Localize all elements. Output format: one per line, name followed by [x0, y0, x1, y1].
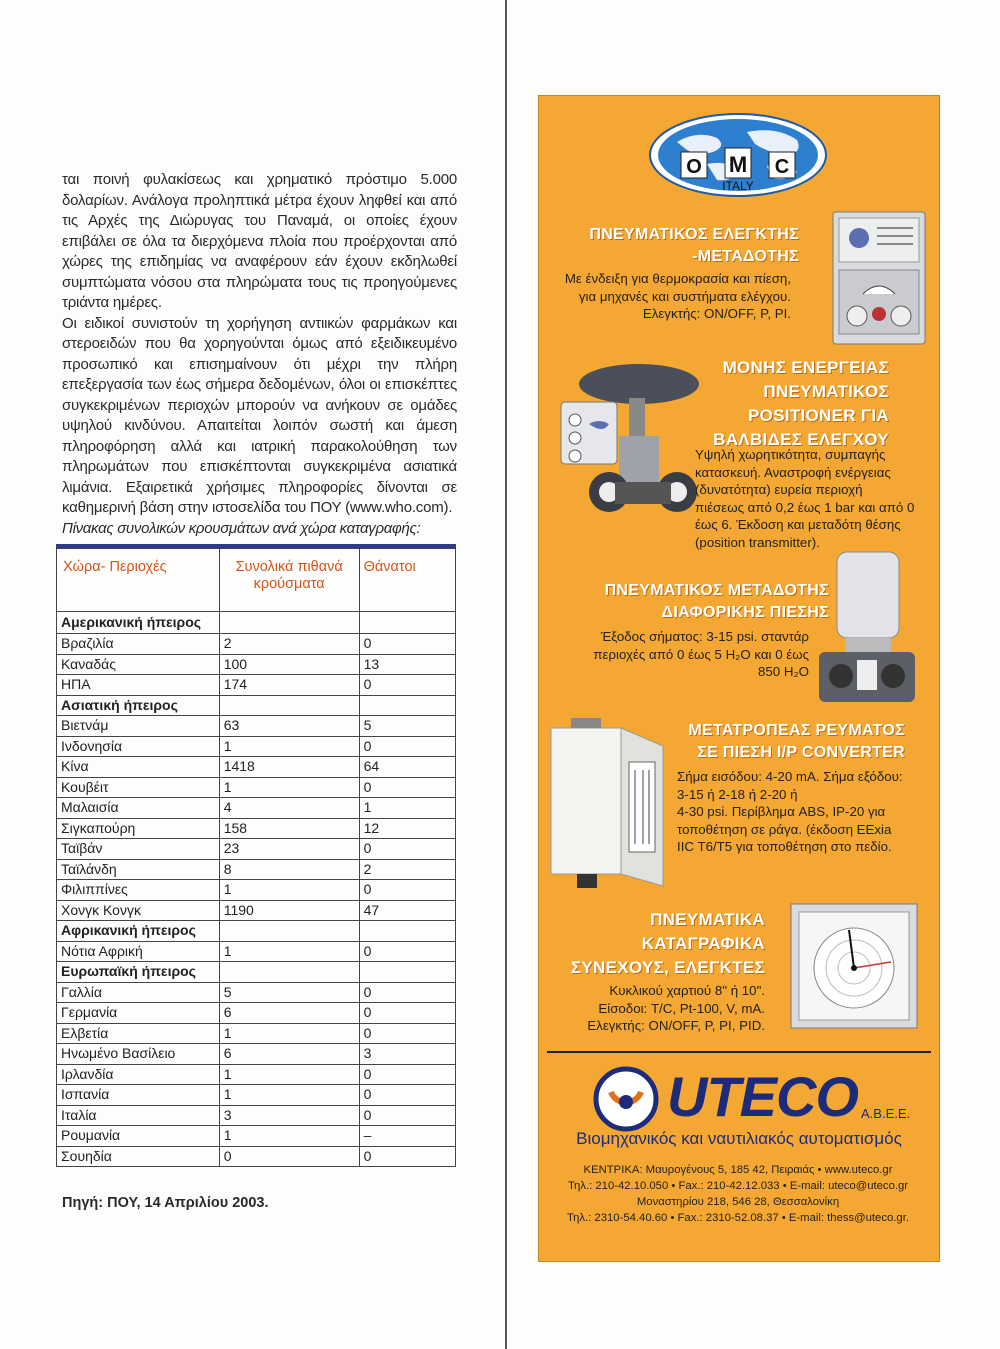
cases-cell: 1 — [219, 1064, 359, 1085]
table-row — [57, 900, 456, 921]
deaths-cell: 0 — [359, 1146, 455, 1167]
product-2-desc-line-2: κατασκευή. Αναστροφή ενέργειας — [695, 464, 891, 480]
country-cell: Ιρλανδία — [57, 1064, 220, 1085]
table-body — [57, 612, 456, 1167]
product-4-desc-line-3: 4-30 psi. Περίβλημα ABS, IP-20 για — [677, 804, 886, 819]
table-row — [57, 1023, 456, 1044]
product-2-desc-line-3: (δυνατότητα) ευρεία περιοχή — [695, 482, 863, 497]
product-2-title-line-4: ΒΑΛΒΙΔΕΣ ΕΛΕΓΧΟΥ — [713, 430, 889, 449]
product-5-title-line-1: ΠΝΕΥΜΑΤΙΚΑ — [650, 910, 765, 929]
deaths-cell: 0 — [359, 1003, 455, 1024]
table-cell — [219, 921, 359, 942]
deaths-cell: – — [359, 1126, 455, 1147]
cases-cell: 1 — [219, 777, 359, 798]
country-cell: Ταϊβάν — [57, 839, 220, 860]
deaths-cell: 0 — [359, 1023, 455, 1044]
country-cell: Φιλιππίνες — [57, 880, 220, 901]
country-cell: Γερμανία — [57, 1003, 220, 1024]
country-cell: Ινδονησία — [57, 736, 220, 757]
page-gutter — [505, 0, 507, 1349]
table-row — [57, 798, 456, 819]
table-group-row — [57, 695, 456, 716]
ad-divider — [547, 1051, 931, 1053]
product-3-desc-line-3: 850 H₂O — [758, 664, 809, 679]
product-5-title-line-2: ΚΑΤΑΓΡΑΦΙΚΑ — [641, 934, 765, 953]
contact-line-3: Μοναστηρίου 218, 546 28, Θεσσαλονίκη — [636, 1196, 840, 1208]
table-row — [57, 1126, 456, 1147]
country-cell: Ηνωμένο Βασίλειο — [57, 1044, 220, 1065]
deaths-cell: 0 — [359, 1085, 455, 1106]
country-cell: Σουηδία — [57, 1146, 220, 1167]
cases-cell: 1 — [219, 941, 359, 962]
product-2-title-line-1: ΜΟΝΗΣ ΕΝΕΡΓΕΙΑΣ — [722, 358, 889, 377]
table-row — [57, 859, 456, 880]
country-cell: ΗΠΑ — [57, 675, 220, 696]
cases-cell: 1 — [219, 1126, 359, 1147]
pneumatic-controller-image — [829, 208, 929, 348]
product-4-title-line-2: ΣΕ ΠΙΕΣΗ I/P CONVERTER — [697, 744, 905, 761]
cases-cell: 1190 — [219, 900, 359, 921]
cases-cell: 23 — [219, 839, 359, 860]
deaths-cell: 0 — [359, 880, 455, 901]
product-2-desc-line-6: (position transmitter). — [695, 534, 820, 550]
header-cases: Συνολικά πιθανά κρούσματα — [219, 549, 359, 612]
table-group-row — [57, 612, 456, 634]
country-cell: Βραζιλία — [57, 634, 220, 655]
omc-letter-o: O — [686, 156, 702, 178]
cases-cell: 158 — [219, 818, 359, 839]
table-title: Πίνακας συνολικών κρουσμάτων ανά χώρα καταγραφής: — [62, 520, 421, 537]
product-5-description — [587, 982, 765, 1035]
header-country: Χώρα- Περιοχές — [57, 549, 220, 612]
table-row — [57, 634, 456, 655]
cases-cell: 4 — [219, 798, 359, 819]
product-4-title-line-1: ΜΕΤΑΤΡΟΠΕΑΣ ΡΕΥΜΑΤΟΣ — [688, 722, 905, 739]
deaths-cell: 13 — [359, 654, 455, 675]
country-cell: Καναδάς — [57, 654, 220, 675]
deaths-cell: 0 — [359, 1064, 455, 1085]
product-2-desc-line-1: Υψηλή χωρητικότητα, συμπαγής — [695, 447, 886, 462]
cases-cell: 6 — [219, 1003, 359, 1024]
product-2-title-line-2: ΠΝΕΥΜΑΤΙΚΟΣ — [763, 382, 889, 401]
table-row — [57, 1064, 456, 1085]
cases-cell: 100 — [219, 654, 359, 675]
table-row — [57, 654, 456, 675]
table-cell — [219, 962, 359, 983]
country-cell: Γαλλία — [57, 982, 220, 1003]
table-cell — [219, 695, 359, 716]
table-row — [57, 1146, 456, 1167]
cases-cell: 2 — [219, 634, 359, 655]
cases-cell: 3 — [219, 1105, 359, 1126]
country-cell: Ελβετία — [57, 1023, 220, 1044]
product-3-description — [593, 628, 809, 681]
deaths-cell: 12 — [359, 818, 455, 839]
deaths-cell: 2 — [359, 859, 455, 880]
product-2-desc-line-5: έως 6. Έκδοση και μεταδότη θέσης — [695, 517, 901, 532]
product-2-desc-line-4: πιέσεως από 0,2 έως 1 bar και από 0 — [695, 499, 915, 515]
deaths-cell: 0 — [359, 675, 455, 696]
product-5-desc-line-2: Είσοδοι: T/C, Pt-100, V, mA. — [598, 1000, 765, 1016]
chart-recorder-image — [789, 902, 919, 1030]
table-row — [57, 1044, 456, 1065]
cases-cell: 6 — [219, 1044, 359, 1065]
product-3-desc-line-2: περιοχές από 0 έως 5 H₂O και 0 έως — [593, 646, 809, 662]
product-3-title-line-1: ΠΝΕΥΜΑΤΙΚΟΣ ΜΕΤΑΔΟΤΗΣ — [604, 582, 829, 599]
omc-letter-m: M — [728, 152, 748, 177]
table-group-row — [57, 921, 456, 942]
cases-cell: 63 — [219, 716, 359, 737]
deaths-cell: 3 — [359, 1044, 455, 1065]
table-row — [57, 818, 456, 839]
product-4-description — [677, 768, 903, 856]
product-2-title — [713, 356, 889, 452]
contact-line-2: Τηλ.: 210-42.10.050 • Fax.: 210-42.12.033 • E-mail: uteco@uteco.gr — [567, 1180, 909, 1192]
product-3-title — [605, 580, 829, 624]
uteco-tagline: Βιομηχανικός και ναυτιλιακός αυτοματισμός — [576, 1129, 902, 1148]
table-row — [57, 736, 456, 757]
cases-cell: 5 — [219, 982, 359, 1003]
country-cell: Βιετνάμ — [57, 716, 220, 737]
deaths-cell: 0 — [359, 941, 455, 962]
cases-cell: 1 — [219, 880, 359, 901]
product-4-desc-line-1: Σήμα εισόδου: 4-20 mA. Σήμα εξόδου: — [677, 769, 903, 784]
product-1-title — [589, 224, 799, 268]
deaths-cell: 0 — [359, 1105, 455, 1126]
product-5-desc-line-3: Ελεγκτής: ON/OFF, P, PI, PID. — [587, 1018, 765, 1033]
product-1-desc-line-1: Με ένδειξη για θερμοκρασία και πίεση, — [564, 271, 791, 286]
country-cell: Κουβέιτ — [57, 777, 220, 798]
country-cell: Χονγκ Κονγκ — [57, 900, 220, 921]
product-2-description — [695, 446, 914, 551]
product-4-title — [688, 720, 905, 764]
deaths-cell: 0 — [359, 634, 455, 655]
cases-table — [56, 548, 456, 1167]
country-cell: Νότια Αφρική — [57, 941, 220, 962]
table-row — [57, 839, 456, 860]
table-row — [57, 1085, 456, 1106]
product-4-desc-line-5: IIC T6/T5 για τοποθέτηση στο πεδίο. — [677, 839, 892, 854]
product-3-desc-line-1: Έξοδος σήματος: 3-15 psi. σταντάρ — [600, 629, 809, 644]
cases-cell: 174 — [219, 675, 359, 696]
article-paragraph-1: ται ποινή φυλακίσεως και χρηματικό πρόστιμο 5.000 δολαρίων. Ανάλογα προληπτικά μέτρα έχουν ληφθεί και από τις Αρχές της Διώρυγας του Παναμά, οι οποίες έχουν επιβάλει σε όλα τα διερχόμενα πλοία που προέρχονται από χώρες της επιδημίας να αναφέρουν εάν έχουν εκδηλωθεί συμπτώματα νόσου στα πληρώματα τους τις προηγούμενες τριάντα ημέρες. — [62, 171, 457, 311]
product-5-desc-line-1: Κυκλικού χαρτιού 8" ή 10". — [609, 983, 765, 998]
country-cell: Σιγκαπούρη — [57, 818, 220, 839]
table-cell — [359, 921, 455, 942]
omc-globe-logo — [647, 112, 829, 198]
deaths-cell: 5 — [359, 716, 455, 737]
table-cell — [219, 612, 359, 634]
table-cell — [359, 962, 455, 983]
table-cell — [359, 695, 455, 716]
country-cell: Μαλαισία — [57, 798, 220, 819]
contact-line-4: Τηλ.: 2310-54.40.60 • Fax.: 2310-52.08.37 • E-mail: thess@uteco.gr. — [567, 1212, 909, 1224]
uteco-wordmark: UTECO — [667, 1065, 858, 1128]
table-row — [57, 880, 456, 901]
table-row — [57, 757, 456, 778]
country-cell: Ισπανία — [57, 1085, 220, 1106]
deaths-cell: 0 — [359, 736, 455, 757]
table-row — [57, 716, 456, 737]
cases-cell: 1 — [219, 1023, 359, 1044]
table-cell — [359, 612, 455, 634]
cases-cell: 8 — [219, 859, 359, 880]
country-cell: Κίνα — [57, 757, 220, 778]
article-paragraph-2: Οι ειδικοί συνιστούν τη χορήγηση αντιικών φαρμάκων και στεροειδών που θα χορηγούνται όμως από εξειδικευμένο προσωπικό και επισημαίνουν ότι μέχρι την πλήρη επεξεργασία των έως σήμερα δεδομένων, όλοι οι επισκέπτες συγκεκριμένων περιοχών μπορούν να ανήκουν σε ομάδες υψηλού κινδύνου. Απαιτείται λοιπόν σωστή και άμεση πληροφόρηση αλλά και ιατρική παρακολούθηση των πληρωμάτων που επισκέπτονται συγκεκριμένα ασιατικά λιμάνια. Εξαιρετικά χρήσιμες πληροφορίες δίνονται σε καθημερινή βάση στην ιστοσελίδα του ΠΟΥ (www.who.com). — [62, 314, 457, 516]
positioner-valve-image — [549, 358, 709, 518]
omc-letter-c: C — [774, 156, 790, 178]
table-group-label: Ευρωπαϊκή ήπειρος — [57, 962, 220, 983]
product-1-title-line-1: ΠΝΕΥΜΑΤΙΚΟΣ ΕΛΕΓΚΤΗΣ — [589, 226, 799, 243]
product-2-title-line-3: POSITIONER ΓΙΑ — [748, 406, 889, 425]
table-row — [57, 777, 456, 798]
cases-cell: 1 — [219, 736, 359, 757]
table-row — [57, 1003, 456, 1024]
table-group-label: Αφρικανική ήπειρος — [57, 921, 220, 942]
table-group-label: Ασιατική ήπειρος — [57, 695, 220, 716]
product-1-desc-line-2: για μηχανές και συστήματα ελέγχου. — [578, 288, 791, 304]
product-5-title-line-3: ΣΥΝΕΧΟΥΣ, ΕΛΕΓΚΤΕΣ — [570, 958, 765, 977]
deaths-cell: 64 — [359, 757, 455, 778]
contact-line-1: ΚΕΝΤΡΙΚΑ: Μαυρογένους 5, 185 42, Πειραιάς • www.uteco.gr — [583, 1164, 893, 1176]
product-1-desc-line-3: Ελεγκτής: ON/OFF, P, PI. — [642, 306, 791, 321]
product-3-title-line-2: ΔΙΑΦΟΡΙΚΗΣ ΠΙΕΣΗΣ — [661, 604, 829, 621]
header-deaths: Θάνατοι — [359, 549, 455, 612]
deaths-cell: 0 — [359, 777, 455, 798]
cases-cell: 1418 — [219, 757, 359, 778]
uteco-logo-icon — [593, 1066, 659, 1132]
table-source: Πηγή: ΠΟΥ, 14 Απριλίου 2003. — [62, 1195, 269, 1211]
country-cell: Ταϊλάνδη — [57, 859, 220, 880]
deaths-cell: 47 — [359, 900, 455, 921]
table-row — [57, 982, 456, 1003]
product-4-desc-line-2: 3-15 ή 2-18 ή 2-20 ή — [677, 786, 798, 802]
product-1-description — [565, 270, 791, 323]
table-group-label: Αμερικανική ήπειρος — [57, 612, 220, 634]
table-row — [57, 941, 456, 962]
deaths-cell: 0 — [359, 982, 455, 1003]
omc-italy: ITALY — [722, 179, 754, 193]
cases-cell: 1 — [219, 1085, 359, 1106]
table-header-row — [57, 549, 456, 612]
uteco-contact-block — [549, 1162, 927, 1226]
uteco-advertisement — [538, 95, 940, 1262]
deaths-cell: 1 — [359, 798, 455, 819]
table-row — [57, 1105, 456, 1126]
product-5-title — [571, 908, 765, 980]
deaths-cell: 0 — [359, 839, 455, 860]
article-text — [62, 170, 457, 519]
cases-cell: 0 — [219, 1146, 359, 1167]
table-group-row — [57, 962, 456, 983]
dp-transmitter-image — [811, 548, 923, 718]
product-4-desc-line-4: τοποθέτηση σε ράγα. (έκδοση EExia — [677, 821, 892, 837]
ip-converter-image — [547, 716, 671, 892]
product-1-title-line-2: -ΜΕΤΑΔΟΤΗΣ — [692, 248, 799, 265]
uteco-suffix: Α.Β.Ε.Ε. — [861, 1106, 911, 1121]
table-row — [57, 675, 456, 696]
country-cell: Ρουμανία — [57, 1126, 220, 1147]
country-cell: Ιταλία — [57, 1105, 220, 1126]
